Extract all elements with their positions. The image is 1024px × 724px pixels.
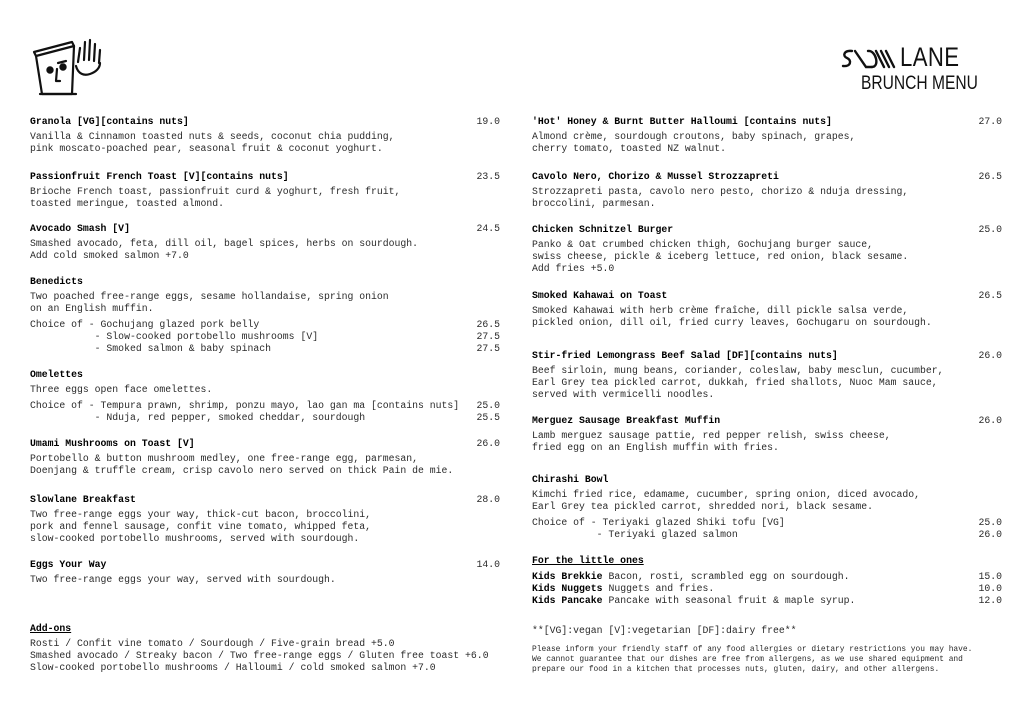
item-description: Two free-range eggs your way, thick-cut bacon, broccolini, pork and fennel sausage, confit vine tomato, whipped feta, slow-cooked portobello mushrooms, served with sourdough. bbox=[30, 509, 371, 544]
item-price: 27.0 bbox=[978, 116, 1002, 127]
item-description: Beef sirloin, mung beans, coriander, coleslaw, baby mesclun, cucumber, Earl Grey tea pickled carrot, dukkah, fried shallots, Nuoc Mam sauce, served with vermicelli noodles. bbox=[532, 365, 944, 400]
item-price: 26.0 bbox=[476, 438, 500, 449]
kids-item bbox=[532, 583, 1002, 595]
section-heading: Add-ons bbox=[30, 623, 72, 634]
dietary-legend: **[VG]:vegan [V]:vegetarian [DF]:dairy free** bbox=[532, 625, 797, 636]
item-title: Umami Mushrooms on Toast [V] bbox=[30, 438, 195, 449]
choice-row bbox=[30, 331, 500, 343]
kids-section bbox=[532, 555, 1002, 607]
section-heading: For the little ones bbox=[532, 555, 644, 566]
choice-row bbox=[532, 517, 1002, 529]
item-price: 14.0 bbox=[476, 559, 500, 570]
item-title: Merguez Sausage Breakfast Muffin bbox=[532, 415, 721, 426]
item-description: Almond crème, sourdough croutons, baby spinach, grapes, cherry tomato, toasted NZ walnut. bbox=[532, 131, 856, 154]
menu-item-kahawai-toast bbox=[532, 290, 1002, 329]
item-title: Chicken Schnitzel Burger bbox=[532, 224, 674, 235]
kids-item-price: 15.0 bbox=[978, 571, 1002, 582]
item-price: 19.0 bbox=[476, 116, 500, 127]
item-price: 24.5 bbox=[476, 223, 500, 234]
choice-label: - Smoked salmon & baby spinach bbox=[30, 343, 272, 354]
menu-item-halloumi bbox=[532, 116, 1002, 155]
choice-price: 27.5 bbox=[476, 331, 500, 342]
item-title: Passionfruit French Toast [V][contains nuts] bbox=[30, 171, 289, 182]
item-description: Smoked Kahawai with herb crème fraîche, dill pickle salsa verde, pickled onion, dill oil, fried curry leaves, Gochugaru on sourdough. bbox=[532, 305, 932, 328]
menu-item-eggs-your-way bbox=[30, 559, 500, 586]
item-description: Strozzapreti pasta, cavolo nero pesto, chorizo & nduja dressing, broccolini, parmesan. bbox=[532, 186, 909, 209]
choice-row bbox=[30, 343, 500, 355]
choice-label: Choice of - Gochujang glazed pork belly bbox=[30, 319, 260, 330]
item-description: Portobello & button mushroom medley, one free-range egg, parmesan, Doenjang & truffle cream, crisp cavolo nero served on thick Pain de mie. bbox=[30, 453, 454, 476]
menu-item-slowlane-breakfast bbox=[30, 494, 500, 545]
item-price: 26.0 bbox=[978, 415, 1002, 426]
item-title: Avocado Smash [V] bbox=[30, 223, 130, 234]
item-title: Chirashi Bowl bbox=[532, 474, 609, 485]
item-description: Smashed avocado, feta, dill oil, bagel spices, herbs on sourdough. Add cold smoked salmon +7.0 bbox=[30, 238, 419, 261]
choice-price: 26.5 bbox=[476, 319, 500, 330]
kids-item-desc: Bacon, rosti, scrambled egg on sourdough. bbox=[608, 571, 850, 582]
item-price: 23.5 bbox=[476, 171, 500, 182]
choice-price: 25.5 bbox=[476, 412, 500, 423]
item-title: Cavolo Nero, Chorizo & Mussel Strozzapreti bbox=[532, 171, 779, 182]
menu-item-passionfruit-toast bbox=[30, 171, 500, 210]
menu-item-strozzapreti bbox=[532, 171, 1002, 210]
item-description: Brioche French toast, passionfruit curd & yoghurt, fresh fruit, toasted meringue, toasted almond. bbox=[30, 186, 401, 209]
choice-row bbox=[30, 412, 500, 424]
menu-subtitle: BRUNCH MENU bbox=[861, 73, 978, 94]
choice-row bbox=[30, 400, 500, 412]
slow-wordmark bbox=[840, 48, 898, 70]
choice-price: 26.0 bbox=[978, 529, 1002, 540]
allergen-disclaimer: Please inform your friendly staff of any food allergies or dietary restrictions you may have. We cannot guarantee that our dishes are free from allergens, as we use shared equipment and prepare our food in a kitchen that processes nuts, gluten, dairy, and other allergens. bbox=[532, 645, 973, 674]
addon-line: Slow-cooked portobello mushrooms / Halloumi / cold smoked salmon +7.0 bbox=[30, 662, 436, 673]
menu-item-schnitzel-burger bbox=[532, 224, 1002, 275]
menu-item-benedicts bbox=[30, 276, 500, 355]
kids-item-name: Kids Pancake bbox=[532, 595, 603, 606]
kids-item bbox=[532, 571, 1002, 583]
kids-item bbox=[532, 595, 1002, 607]
item-title: Granola [VG][contains nuts] bbox=[30, 116, 189, 127]
choice-label: - Nduja, red pepper, smoked cheddar, sourdough bbox=[30, 412, 366, 423]
choice-row bbox=[30, 319, 500, 331]
add-ons-section bbox=[30, 623, 500, 674]
item-title: Benedicts bbox=[30, 276, 83, 287]
item-description: Three eggs open face omelettes. bbox=[30, 384, 213, 395]
item-price: 28.0 bbox=[476, 494, 500, 505]
choice-row bbox=[532, 529, 1002, 541]
item-title: Slowlane Breakfast bbox=[30, 494, 136, 505]
item-title: 'Hot' Honey & Burnt Butter Halloumi [contains nuts] bbox=[532, 116, 832, 127]
item-description: Panko & Oat crumbed chicken thigh, Gochujang burger sauce, swiss cheese, pickle & iceberg lettuce, red onion, black sesame. Add fries +5.0 bbox=[532, 239, 909, 274]
kids-item-price: 12.0 bbox=[978, 595, 1002, 606]
item-price: 25.0 bbox=[978, 224, 1002, 235]
choice-label: - Teriyaki glazed salmon bbox=[532, 529, 738, 540]
addon-line: Smashed avocado / Streaky bacon / Two free-range eggs / Gluten free toast +6.0 bbox=[30, 650, 489, 661]
choice-label: Choice of - Tempura prawn, shrimp, ponzu mayo, lao gan ma [contains nuts] bbox=[30, 400, 460, 411]
item-title: Omelettes bbox=[30, 369, 83, 380]
kids-item-price: 10.0 bbox=[978, 583, 1002, 594]
kids-item-desc: Nuggets and fries. bbox=[608, 583, 715, 594]
menu-item-granola bbox=[30, 116, 500, 155]
item-description: Two free-range eggs your way, served with sourdough. bbox=[30, 574, 336, 585]
menu-item-beef-salad bbox=[532, 350, 1002, 401]
menu-item-umami-mushrooms bbox=[30, 438, 500, 477]
item-price: 26.5 bbox=[978, 171, 1002, 182]
item-title: Smoked Kahawai on Toast bbox=[532, 290, 668, 301]
kids-item-name: Kids Brekkie bbox=[532, 571, 603, 582]
choice-price: 27.5 bbox=[476, 343, 500, 354]
cup-mascot-logo bbox=[28, 36, 108, 98]
choice-label: - Slow-cooked portobello mushrooms [V] bbox=[30, 331, 319, 342]
choice-price: 25.0 bbox=[978, 517, 1002, 528]
item-description: Vanilla & Cinnamon toasted nuts & seeds, coconut chia pudding, pink moscato-poached pear, seasonal fruit & coconut yoghurt. bbox=[30, 131, 395, 154]
item-price: 26.5 bbox=[978, 290, 1002, 301]
kids-item-name: Kids Nuggets bbox=[532, 583, 603, 594]
item-title: Stir-fried Lemongrass Beef Salad [DF][contains nuts] bbox=[532, 350, 838, 361]
choice-label: Choice of - Teriyaki glazed Shiki tofu [VG] bbox=[532, 517, 785, 528]
item-description: Kimchi fried rice, edamame, cucumber, spring onion, diced avocado, Earl Grey tea pickled carrot, shredded nori, black sesame. bbox=[532, 489, 921, 512]
item-price: 26.0 bbox=[978, 350, 1002, 361]
menu-item-omelettes bbox=[30, 369, 500, 424]
item-description: Two poached free-range eggs, sesame hollandaise, spring onion on an English muffin. bbox=[30, 291, 389, 314]
kids-item-desc: Pancake with seasonal fruit & maple syrup. bbox=[608, 595, 856, 606]
choice-price: 25.0 bbox=[476, 400, 500, 411]
menu-item-merguez-muffin bbox=[532, 415, 1002, 454]
item-title: Eggs Your Way bbox=[30, 559, 107, 570]
addon-line: Rosti / Confit vine tomato / Sourdough / Five-grain bread +5.0 bbox=[30, 638, 395, 649]
menu-item-chirashi-bowl bbox=[532, 474, 1002, 541]
item-description: Lamb merguez sausage pattie, red pepper relish, swiss cheese, fried egg on an English muffin with fries. bbox=[532, 430, 891, 453]
menu-item-avocado-smash bbox=[30, 223, 500, 262]
brand-name: LANE bbox=[900, 42, 960, 72]
